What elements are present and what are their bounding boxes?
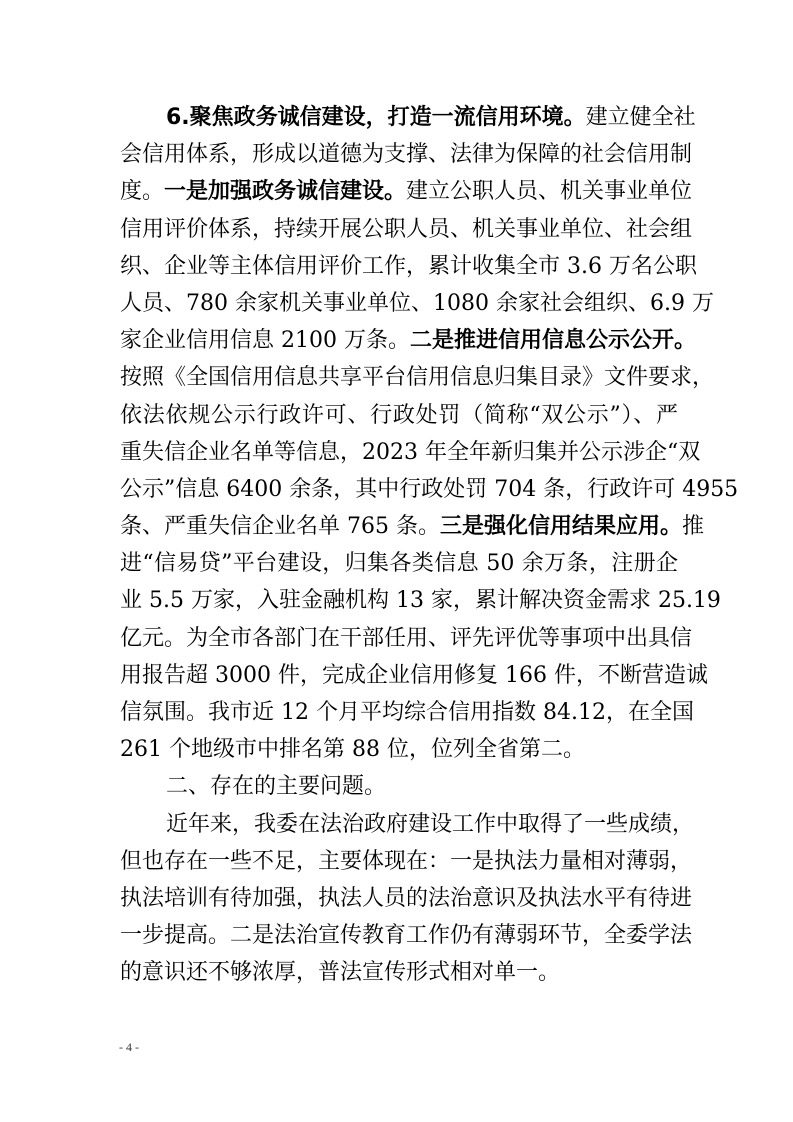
paragraph-line: 依法依规公示行政许可、行政处罚（简称“双公示”）、严 <box>120 402 678 428</box>
paragraph-line: 亿元。为全市各部门在干部任用、评先评优等事项中出具信 <box>120 625 693 651</box>
point-2-title: 二是推进信用信息公示公开。 <box>409 328 696 354</box>
paragraph-line: 但也存在一些不足，主要体现在：一是执法力量相对薄弱， <box>120 848 693 874</box>
section-heading: 二、存在的主要问题。 <box>166 774 387 800</box>
paragraph-line: 近年来，我委在法治政府建设工作中取得了一些成绩， <box>166 811 695 837</box>
paragraph-line: 信氛围。我市近 12 个月平均综合信用指数 84.12，在全国 <box>120 700 694 725</box>
paragraph-line: 执法培训有待加强，执法人员的法治意识及执法水平有待进 <box>120 885 693 911</box>
paragraph-line: 度。一是加强政务诚信建设。建立公职人员、机关事业单位 <box>120 179 693 205</box>
paragraph-line: 进“信易贷”平台建设，归集各类信息 50 余万条，注册企 <box>120 551 678 577</box>
paragraph-line: 业 5.5 万家，入驻金融机构 13 家，累计解决资金需求 25.19 <box>120 588 721 614</box>
page-number: - 4 - <box>119 1040 139 1054</box>
point-1-title: 一是加强政务诚信建设。 <box>164 179 407 205</box>
paragraph-line: 按照《全国信用信息共享平台信用信息归集目录》文件要求， <box>120 365 715 391</box>
paragraph-line: 条、严重失信企业名单 765 条。三是强化信用结果应用。推 <box>120 514 705 540</box>
paragraph-line: 的意识还不够浓厚，普法宣传形式相对单一。 <box>120 960 561 986</box>
paragraph-line: 会信用体系，形成以道德为支撑、法律为保障的社会信用制 <box>120 142 693 168</box>
paragraph-line: 一步提高。二是法治宣传教育工作仍有薄弱环节，全委学法 <box>120 923 693 949</box>
paragraph-line: 家企业信用信息 2100 万条。二是推进信用信息公示公开。 <box>120 328 696 354</box>
paragraph-line: 公示”信息 6400 余条，其中行政处罚 704 条，行政许可 4955 <box>120 476 739 502</box>
paragraph-line: 用报告超 3000 件，完成企业信用修复 166 件，不断营造诚 <box>120 662 708 688</box>
paragraph-line: 织、企业等主体信用评价工作，累计收集全市 3.6 万名公职 <box>120 253 697 279</box>
paragraph-line: 人员、780 余家机关事业单位、1080 余家社会组织、6.9 万 <box>120 290 714 316</box>
paragraph-line: 261 个地级市中排名第 88 位，位列全省第二。 <box>120 737 585 763</box>
document-body <box>120 99 739 992</box>
paragraph-line: 信用评价体系，持续开展公职人员、机关事业单位、社会组 <box>120 216 693 242</box>
paragraph-line: 6.聚焦政务诚信建设，打造一流信用环境。建立健全社 <box>166 105 696 130</box>
point-3-title: 三是强化信用结果应用。 <box>439 514 682 540</box>
paragraph-line: 重失信企业名单等信息，2023 年全年新归集并公示涉企“双 <box>120 439 701 465</box>
subsection-title: 6.聚焦政务诚信建设，打造一流信用环境。 <box>166 105 586 130</box>
